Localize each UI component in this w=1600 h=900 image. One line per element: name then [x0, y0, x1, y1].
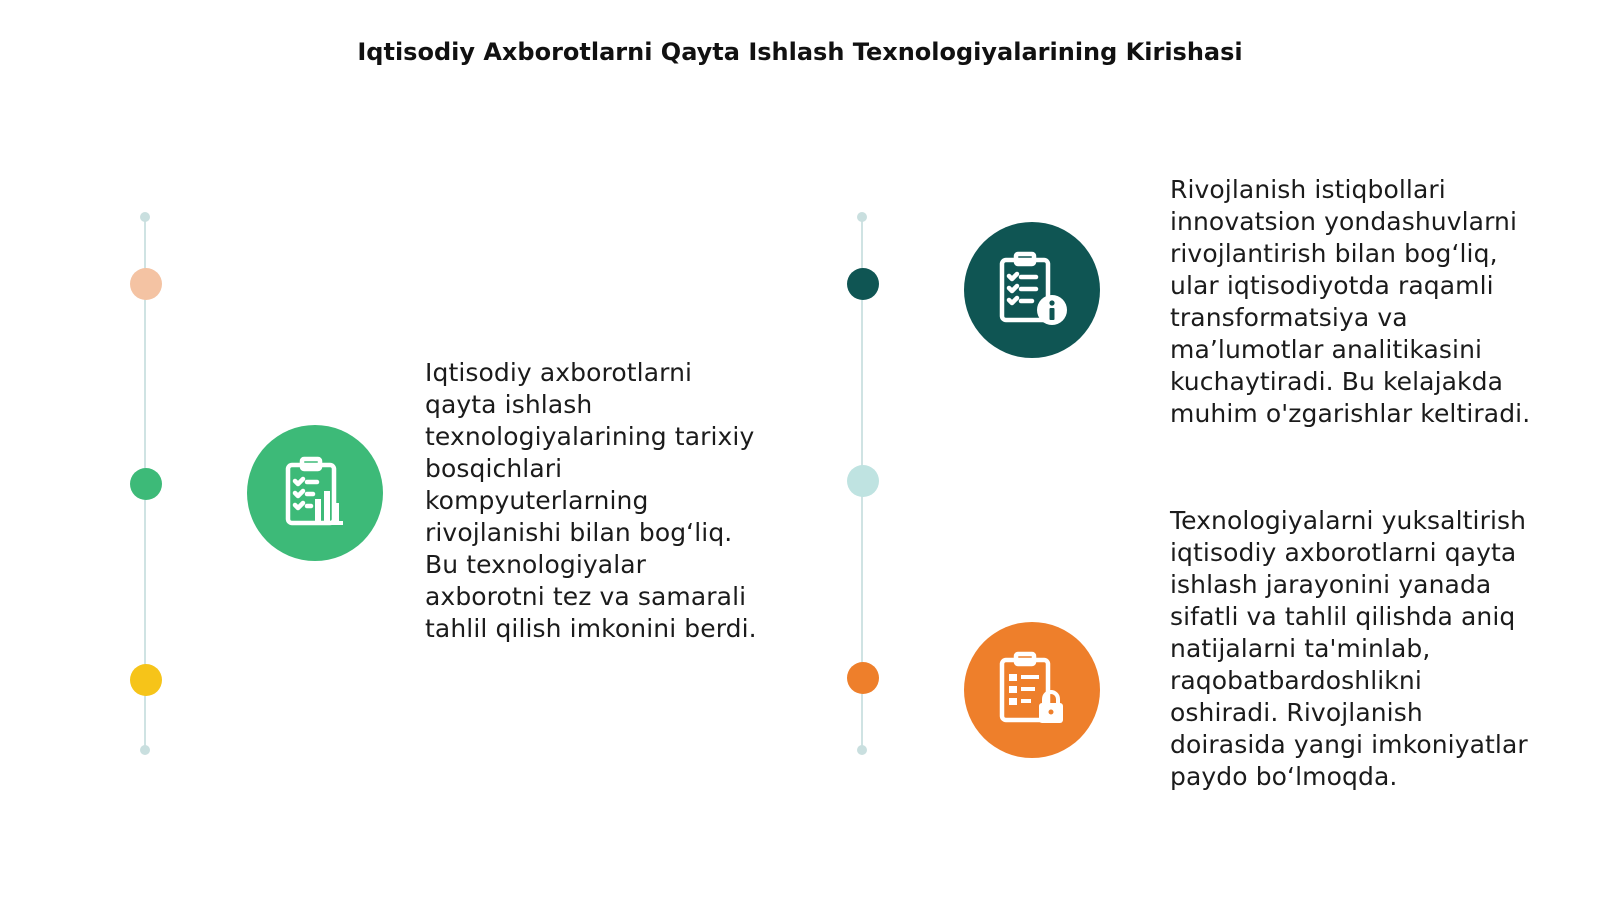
left-timeline-dot-yellow	[130, 664, 162, 696]
prospects-paragraph: Rivojlanish istiqbollari innovatsion yondashuvlarni rivojlantirish bilan bog‘liq, ular iqtisodiyotda raqamli transformatsiya va ma’lumotlar analitikasini kuchaytiradi. Bu kelajakda muhim o'zgarishlar keltiradi.	[1170, 175, 1531, 428]
page-title: Iqtisodiy Axborotlarni Qayta Ishlash Texnologiyalarining Kirishasi	[357, 38, 1243, 66]
clipboard-chart-icon	[247, 425, 383, 561]
right-timeline	[847, 210, 877, 760]
right-timeline-dot-orange	[847, 662, 879, 694]
clipboard-lock-icon	[964, 622, 1100, 758]
history-paragraph: Iqtisodiy axborotlarni qayta ishlash texnologiyalarining tarixiy bosqichlari kompyuterlarning rivojlanishi bilan bog‘liq. Bu texnologiyalar axborotni tez va samarali tahlil qilish imkonini berdi.	[425, 358, 757, 643]
advancement-paragraph: Texnologiyalarni yuksaltirish iqtisodiy axborotlarni qayta ishlash jarayonini yanada sifatli va tahlil qilishda aniq natijalarni ta'minlab, raqobatbardoshlikni oshiradi. Rivojlanish doirasida yangi imkoniyatlar paydo bo‘lmoqda.	[1170, 506, 1528, 791]
right-timeline-bottom-cap	[857, 745, 867, 755]
right-timeline-dot-light-teal	[847, 465, 879, 497]
right-timeline-top-cap	[857, 212, 867, 222]
left-timeline-bottom-cap	[140, 745, 150, 755]
right-timeline-dot-dark-teal	[847, 268, 879, 300]
left-timeline	[130, 210, 160, 760]
left-timeline-top-cap	[140, 212, 150, 222]
left-timeline-dot-green	[130, 468, 162, 500]
clipboard-info-icon	[964, 222, 1100, 358]
left-timeline-dot-peach	[130, 268, 162, 300]
